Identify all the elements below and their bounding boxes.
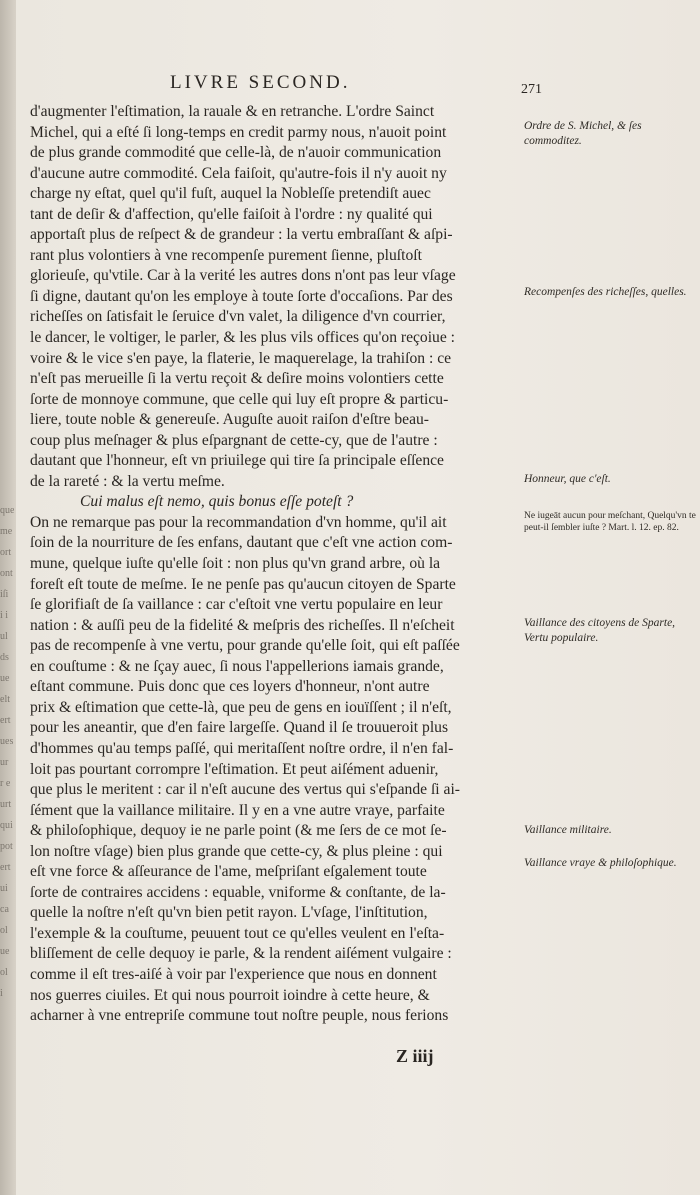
text-line: charge ny eſtat, quel qu'il fuſt, auquel la Nobleſſe pretendiſt auec: [30, 185, 431, 203]
latin-quotation: Cui malus eſt nemo, quis bonus eſſe poteſt ?: [80, 493, 354, 511]
text-line: prix & eſtimation que cette-là, que peu de gens en iouïſſent ; il n'eſt,: [30, 698, 452, 716]
text-line: d'augmenter l'eſtimation, la rauale & en retranche. L'ordre Sainct: [30, 103, 435, 120]
bleed-fragment: i i: [0, 610, 9, 621]
text-line: ſe glorifiaſt de ſa vaillance : car c'eſtoit vne vertu populaire en leur: [30, 596, 443, 614]
text-line: comme il eſt tres-aiſé à voir par l'experience que nous en donnent: [30, 965, 437, 983]
margin-note-militaire: Vaillance militaire.: [524, 824, 612, 836]
bleed-fragment: ue: [0, 946, 10, 957]
bleed-fragment: ert: [0, 715, 11, 726]
body-text: [30, 102, 522, 1027]
margin-note-ordre: Ordre de S. Michel, & ſes commoditez.: [524, 120, 642, 147]
text-line: apportaſt plus de reſpect & de grandeur : la vertu embraſſant & aſpi-: [30, 226, 453, 244]
text-line: d'aucune autre commodité. Cela faiſoit, qu'autre-fois il n'y auoit ny: [30, 164, 447, 182]
margin-note-sparte: Vaillance des citoyens de Sparte, Vertu populaire.: [524, 617, 676, 644]
bleed-fragment: ues: [0, 736, 14, 747]
bleed-fragment: ur: [0, 757, 9, 768]
text-line: rant plus volontiers à vne recompenſe purement ſienne, pluſtoſt: [30, 246, 422, 264]
bleed-fragment: urt: [0, 799, 12, 810]
text-line: que plus le meritent : car il n'eſt aucune des vertus qui s'eſpande ſi ai-: [30, 781, 460, 799]
text-line: l'exemple & la couſtume, peuuent tout ce qu'elles veulent en l'eſta-: [30, 924, 445, 942]
bleed-fragment: ui: [0, 883, 8, 894]
text-line: lon noſtre vſage) bien plus grande que cette-cy, & plus pleine : qui: [30, 842, 443, 860]
text-line: foreſt eſt toute de meſme. Ie ne penſe pas qu'aucun citoyen de Sparte: [30, 575, 456, 593]
bleed-fragment: ue: [0, 673, 10, 684]
bleed-fragment: ort: [0, 547, 12, 558]
bleed-fragment: ol: [0, 967, 8, 978]
text-line: loit pas pourtant corrompre l'eſtimation. Et peut aiſément aduenir,: [30, 760, 439, 778]
text-line: pas de recompenſe à vne vertu, pour grande qu'elle ſoit, qui eſt paſſée: [30, 637, 460, 655]
text-line: quelle la noſtre n'eſt qu'vn bien petit rayon. L'vſage, l'inſtitution,: [30, 904, 428, 922]
signature-mark: Z iiij: [396, 1046, 434, 1066]
margin-note-recompenses: Recompenſes des richeſſes, quelles.: [524, 286, 687, 298]
bleed-fragment: ca: [0, 904, 9, 915]
bleed-fragment: ont: [0, 568, 13, 579]
text-line: nos guerres ciuiles. Et qui nous pourroit ioindre à cette heure, &: [30, 986, 430, 1004]
text-line: richeſſes on ſatisfait le ſeruice d'vn valet, la diligence d'vn courrier,: [30, 308, 446, 326]
margin-note-honneur: Honneur, que c'eſt.: [524, 473, 611, 485]
text-line: mune, quelque iuſte qu'elle ſoit : non plus qu'vn grand arbre, où la: [30, 555, 441, 573]
text-line: ſorte de contraires accidens : equable, vniforme & conſtante, de la-: [30, 883, 446, 901]
bleed-fragment: que: [0, 505, 14, 516]
bleed-fragment: ul: [0, 631, 8, 642]
text-line: glorieuſe, qu'vtile. Car à la verité les autres dons n'ont pas leur vſage: [30, 267, 456, 285]
text-line: pour les aneantir, que d'en faire largeſſe. Quand il ſe trouueroit plus: [30, 719, 449, 737]
text-line: eſtant commune. Puis donc que ces loyers d'honneur, n'ont autre: [30, 678, 430, 696]
text-line: tant de deſir & d'affection, qu'elle faiſoit à l'ordre : ny qualité qui: [30, 205, 433, 223]
text-line: le dancer, le voltiger, le parler, & les plus vils offices qu'on reçoiue :: [30, 329, 456, 347]
text-line: ſoin de la nourriture de ſes enfans, dautant que c'eſt vne action com-: [30, 534, 453, 552]
text-line: nation : & auſſi peu de la fidelité & meſpris des richeſſes. Il n'eſcheit: [30, 616, 455, 634]
text-line: ſorte de monnoye commune, que celle qui luy eſt propre & particu-: [30, 390, 449, 408]
text-line: ſément que la vaillance militaire. Il y en a vne autre vraye, parfaite: [30, 801, 445, 819]
text-line: n'eſt pas merueille ſi la vertu reçoit & deſire moins volontiers cette: [30, 370, 444, 388]
text-line: en couſtume : & ne ſçay auec, ſi nous l'appellerions iamais grande,: [30, 657, 444, 675]
page-header: [170, 72, 550, 96]
margin-note-philosophique: Vaillance vraye & philoſophique.: [524, 857, 677, 869]
bleed-fragment: iſi: [0, 589, 9, 600]
text-line: de plus grande commodité que celle-là, de n'auoir communication: [30, 144, 442, 162]
text-line: Michel, qui a eſté ſi long-temps en credit parmy nous, n'auoit point: [30, 123, 447, 141]
bleed-fragment: qui: [0, 820, 13, 831]
running-head: LIVRE SECOND.: [170, 72, 351, 93]
text-line: ſi digne, dautant qu'on les employe à toute ſorte d'occaſions. Par des: [30, 287, 453, 305]
text-line: de la rareté : & la vertu meſme.: [30, 472, 225, 490]
bleed-fragment: pot: [0, 841, 13, 852]
text-line: acharner à vne entrepriſe commune tout noſtre peuple, nous ferions: [30, 1007, 449, 1025]
bleed-fragment: r e: [0, 778, 11, 789]
text-line: coup plus meſnager & plus eſpargnant de cette-cy, que de l'autre :: [30, 431, 438, 449]
bleed-fragment: ol: [0, 925, 8, 936]
text-line: liere, toute noble & genereuſe. Auguſte auoit raiſon d'eſtre beau-: [30, 411, 430, 429]
bleed-fragment: ert: [0, 862, 11, 873]
bleed-fragment: me: [0, 526, 13, 537]
bleed-fragment: i: [0, 988, 3, 999]
bleed-fragment: ds: [0, 652, 9, 663]
text-line: On ne remarque pas pour la recommandation d'vn homme, qu'il ait: [30, 513, 447, 531]
margin-note-translation: Ne iugeāt aucun pour meſchant, Quelqu'vn te peut-il ſembler iuſte ? Mart. l. 12. ep. 82.: [524, 511, 696, 533]
text-line: voire & le vice s'en paye, la flaterie, le maquerelage, la trahiſon : ce: [30, 349, 452, 367]
text-line: eſt vne force & aſſeurance de l'ame, meſpriſant eſgalement toute: [30, 863, 427, 881]
text-line: dautant que l'honneur, eſt vn priuilege qui tire ſa principale eſſence: [30, 452, 444, 470]
text-line: & philoſophique, dequoy ie ne parle point (& me ſers de ce mot ſe-: [30, 822, 447, 840]
bleed-fragment: elt: [0, 694, 10, 705]
text-line: d'hommes qu'au temps paſſé, qui meritaſſent noſtre ordre, il n'en fal-: [30, 739, 454, 757]
page-number: 271: [521, 82, 542, 97]
text-line: bliſſement de celle dequoy ie parle, & la rendent aiſément vulgaire :: [30, 945, 452, 963]
